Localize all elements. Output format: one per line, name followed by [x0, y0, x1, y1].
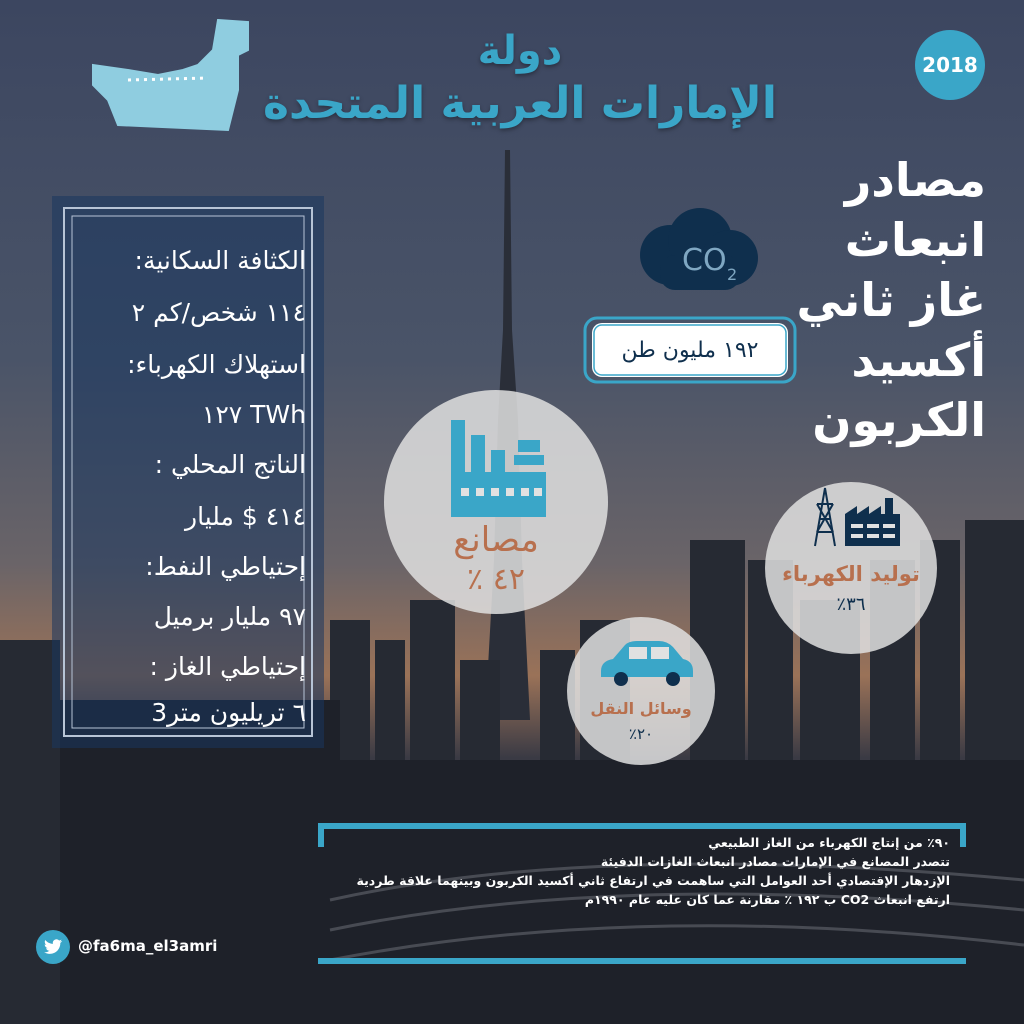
- power-plant-icon: [805, 484, 905, 548]
- co2-icon-subscript: 2: [727, 265, 738, 284]
- notes-right-bracket: [960, 823, 966, 847]
- stat-line: ٩٧ مليار برميل: [153, 602, 306, 631]
- uae-map-icon: [88, 10, 258, 135]
- note-line: ٩٠٪ من إنتاج الكهرباء من الغاز الطبيعي: [708, 835, 950, 850]
- stat-line: الكثافة السكانية:: [134, 246, 306, 275]
- notes-top-bar: [318, 823, 966, 829]
- car-icon: [597, 637, 695, 687]
- electricity-circle: [765, 482, 937, 654]
- factories-label: مصانع: [453, 520, 539, 560]
- notes-bottom-bar: [318, 958, 966, 964]
- stat-line: ١١٤ شخص/كم ٢: [131, 298, 306, 327]
- heading-line: انبعاث: [844, 213, 986, 267]
- heading-line: مصادر: [844, 153, 986, 207]
- year-badge: 2018: [915, 30, 985, 100]
- stat-line: TWh ١٢٧: [201, 400, 306, 429]
- transport-value: ٢٠٪: [628, 725, 654, 743]
- stat-line: ٦ تريليون متر3: [151, 698, 306, 727]
- country-stats-panel: [52, 196, 324, 748]
- note-line: تتصدر المصانع في الإمارات مصادر انبعاث الغازات الدفيئة: [600, 854, 950, 869]
- heading-line: أكسيد: [851, 333, 986, 387]
- twitter-handle[interactable]: @fa6ma_el3amri: [78, 937, 218, 955]
- transport-circle: [567, 617, 715, 765]
- stat-line: استهلاك الكهرباء:: [127, 350, 306, 379]
- stat-line: إحتياطي النفط:: [145, 552, 306, 581]
- twitter-icon[interactable]: [36, 930, 70, 964]
- note-line: ارتفع انبعاث CO2 ب ١٩٢ ٪ مقارنة عما كان عليه عام ١٩٩٠م: [584, 892, 950, 907]
- notes-left-bracket: [318, 823, 324, 847]
- co2-cloud-icon: [630, 200, 765, 300]
- factories-value: ٤٢ ٪: [467, 562, 525, 597]
- stat-line: ٤١٤ $ مليار: [185, 502, 306, 531]
- section-heading: [756, 150, 986, 450]
- electricity-label: توليد الكهرباء: [782, 562, 920, 586]
- factory-icon: [446, 410, 556, 520]
- notes-text: [330, 833, 950, 909]
- stat-line: إحتياطي الغاز :: [149, 652, 306, 681]
- title-country-name: الإمارات العربية المتحدة: [262, 78, 777, 129]
- heading-line: الكربون: [812, 393, 986, 447]
- co2-total-value: ١٩٢ مليون طن: [621, 338, 759, 363]
- factories-circle: [384, 390, 608, 614]
- transport-label: وسائل النقل: [590, 699, 692, 718]
- heading-line: غاز ثاني: [796, 273, 986, 327]
- stat-line: الناتج المحلي :: [154, 450, 306, 479]
- note-line: الإزدهار الإقتصادي أحد العوامل التي ساهمت في ارتفاع ثاني أكسيد الكربون وبينهما علاقة طردية: [356, 873, 950, 888]
- title-country-label: دولة: [477, 28, 563, 74]
- co2-icon-text: CO: [682, 243, 727, 278]
- electricity-value: ٣٦٪: [836, 594, 866, 615]
